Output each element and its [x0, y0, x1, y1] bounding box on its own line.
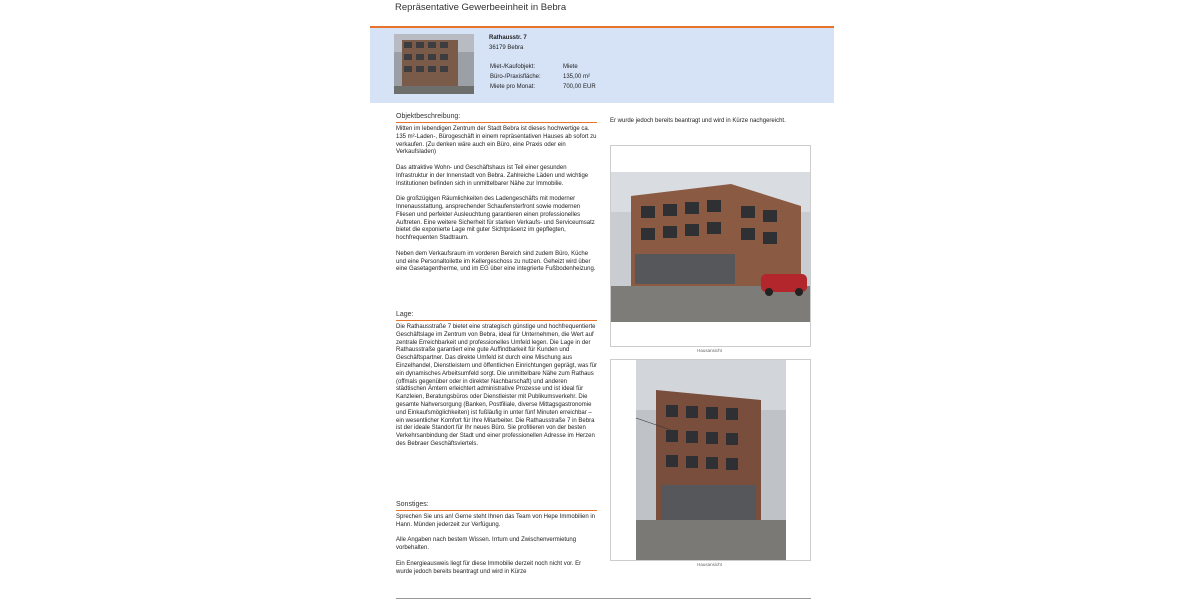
fact-label: Büro-/Praxisfläche:	[490, 74, 541, 80]
section-text	[396, 324, 597, 449]
fact-value: 135,00 m²	[563, 74, 591, 80]
paragraph: Sprechen Sie uns an! Gerne steht Ihnen das Team von Hepe Immobilien in Hann. Münden jederzeit zur Verfügung.	[396, 514, 596, 528]
section-title: Sonstiges:	[396, 501, 597, 511]
fact-value: 700,00 EUR	[563, 84, 596, 90]
fact-value: Miete	[563, 64, 578, 70]
fact-label: Miete pro Monat:	[490, 84, 536, 90]
fact-label: Miet-/Kaufobjekt:	[490, 64, 536, 70]
address-street: Rathausstr. 7	[489, 35, 527, 41]
section-lage	[396, 311, 597, 457]
section-title: Lage:	[396, 311, 597, 321]
page-title: Repräsentative Gewerbeeinheit in Bebra	[395, 2, 567, 13]
photo-caption: Hausansicht	[697, 348, 722, 353]
property-thumbnail	[394, 34, 474, 94]
fact-row	[490, 64, 578, 70]
paragraph: Die großzügigen Räumlichkeiten des Ladengeschäfts mit moderner Innenausstattung, ansprechender Schaufensterfront sowie modernen Fliesen und perfekter Ausleuchtung garantieren einen professionelles Auftreten. Eine weitere Sicherheit für starken Verkaufs- und Serviceumsatz bietet die exponierte Lage mit guter Sichtpräsenz im gepflegten, hochfrequenten Stadtraum.	[396, 196, 595, 242]
paragraph: Ein Energieausweis liegt für diese Immobilie derzeit noch nicht vor. Er wurde jedoch bereits beantragt und wird in Kürze	[396, 560, 582, 575]
building-thumbnail-image	[394, 34, 474, 94]
fact-row	[490, 74, 591, 80]
paragraph: Neben dem Verkaufsraum im vorderen Bereich sind zudem Büro, Küche und eine Personaltoilette im Kellergeschoss zu nutzen. Geheizt wird über eine Gasetagentherme, und im EG über eine integrierte Fußbodenheizung.	[396, 250, 596, 273]
section-text	[396, 514, 597, 576]
address-city: 36179 Bebra	[489, 45, 524, 51]
section-sonstiges	[396, 501, 597, 584]
house-photo-image	[611, 360, 810, 560]
section-text	[396, 126, 597, 274]
paragraph: Alle Angaben nach bestem Wissen. Irrtum und Zwischenvermietung vorbehalten.	[396, 537, 577, 552]
photo-caption: Hausansicht	[697, 562, 722, 567]
section-objektbeschreibung	[396, 113, 597, 282]
right-note: Er wurde jedoch bereits beantragt und wird in Kürze nachgereicht.	[610, 118, 786, 124]
fact-row	[490, 84, 596, 90]
expose-page	[370, 0, 834, 600]
property-header	[370, 28, 834, 103]
paragraph: Mitten im lebendigen Zentrum der Stadt Bebra ist dieses hochwertige ca. 135 m²-Laden-, Bürogeschäft in einem repräsentativen Hauses ab sofort zu verkaufen. (Zu denken wäre auch ein Büro, eine Praxis oder ein Verkaufsladen)	[396, 126, 597, 156]
photo-frame[interactable]	[610, 145, 811, 347]
paragraph: Die Rathausstraße 7 bietet eine strategisch günstige und hochfrequentierte Geschäftslage im Zentrum von Bebra, ideal für Unternehmen, die Wert auf zentrale Erreichbarkeit und professionelles Umfeld legen. Die Lage in der Rathausstraße garantiert eine gute Auffindbarkeit für Kunden und Geschäftspartner. Das direkte Umfeld ist durch eine Mischung aus Einzelhandel, Dienstleistern und öffentlichen Einrichtungen geprägt, was für ein dynamisches Arbeitsumfeld sorgt. Die unmittelbare Nähe zum Rathaus (offmals gegenüber oder in direkter Nachbarschaft) und anderen städtischen Ämtern erleichtert administrative Prozesse und ist ideal für Kanzleien, Beratungsbüros oder Dienstleister mit Publikumsverkehr. Die gesamte Nahversorgung (Banken, Postfiliale, diverse Mittagsgastronomie und Einkaufsmöglichkeiten) ist fußläufig in unter fünf Minuten erreichbar – ein wesentlicher Komfort für Ihre Mitarbeiter. Die Rathausstraße 7 in Bebra ist der ideale Standort für Ihr neues Büro. Sie profitieren von der besten Verkehrsanbindung der Stadt und einer professionellen Adresse im Herzen des Bebraer Geschäftsviertels.	[396, 324, 598, 447]
house-photo-image	[611, 146, 810, 346]
property-address	[489, 33, 527, 53]
photo-frame[interactable]	[610, 359, 811, 561]
paragraph: Das attraktive Wohn- und Geschäftshaus ist Teil einer gesunden Infrastruktur in der Innenstadt von Bebra. Zahlreiche Läden und wichtige Institutionen befinden sich in unmittelbarer Nähe zur Immobilie.	[396, 164, 589, 187]
section-title: Objektbeschreibung:	[396, 113, 597, 123]
page-divider	[396, 598, 811, 599]
